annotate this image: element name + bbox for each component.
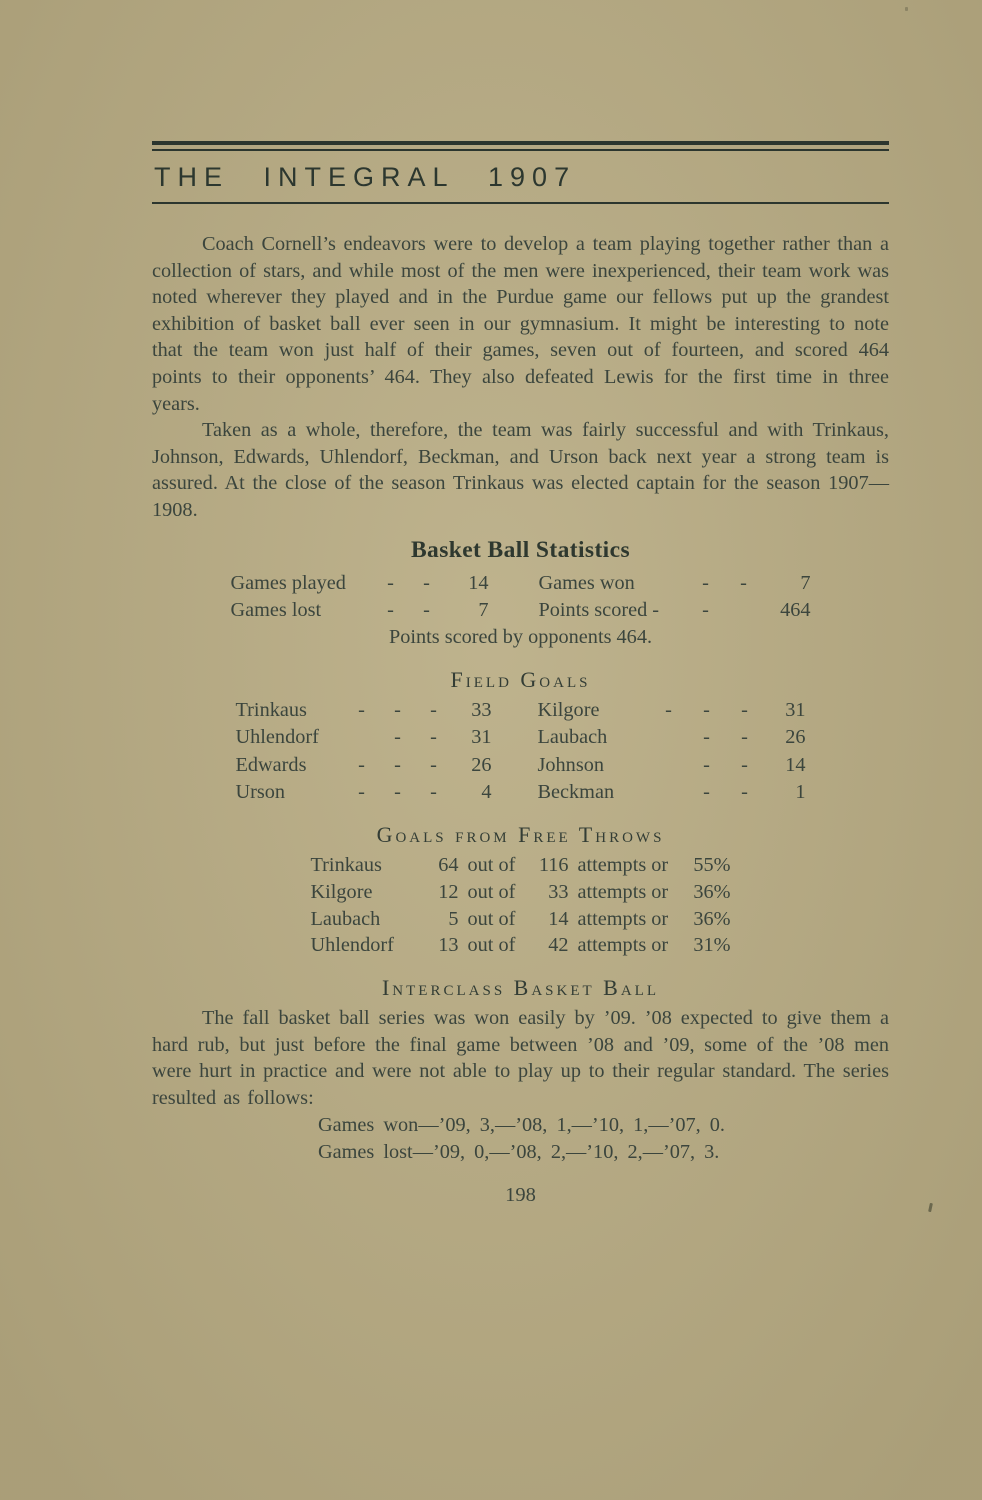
- player-name: Johnson: [537, 753, 604, 776]
- percentage-value: 55%: [693, 853, 731, 876]
- made-value: 5: [448, 907, 459, 930]
- attempts-value: 14: [548, 907, 569, 930]
- free-throws-row: [311, 879, 731, 906]
- leader-dash: -: [703, 780, 710, 803]
- stat-value: 7: [800, 571, 811, 594]
- paragraph-next-season: Taken as a whole, therefore, the team was fairly successful and with Trinkaus, Johnson, Edwards, Uhlendorf, Beckman, and Urson back next year a strong team is assured. At the close of the season Trinkaus was elected captain for the season 1907—1908.: [152, 419, 889, 521]
- leader-dash: -: [703, 699, 710, 722]
- stat-dash: -: [702, 571, 709, 594]
- leader-dash: -: [430, 726, 437, 749]
- stat-label: Points scored -: [538, 598, 660, 621]
- leader-dash: -: [703, 726, 710, 749]
- stat-dash: -: [740, 571, 747, 594]
- stat-dash: -: [423, 598, 430, 621]
- stat-dash: -: [702, 598, 709, 621]
- player-name: Laubach: [537, 726, 608, 749]
- leader-dash: -: [741, 726, 748, 749]
- leader-dash: -: [358, 699, 365, 722]
- page-title: THE INTEGRAL 1907: [154, 162, 577, 192]
- leader-dash: -: [358, 753, 365, 776]
- paragraph-season-summary: Coach Cornell’s endeavors were to develop a team playing together rather than a collection of stars, and while most of the men were inexperienced, their team work was noted wherever they played and in the Purdue game our fellows put up the grandest exhibition of basket ball ever seen in our gymnasium. It might be interesting to note that the team won just half of their games, seven out of fourteen, and scored 464 points to their opponents’ 464. They also defeated Lewis for the first time in three years.: [152, 233, 889, 415]
- free-throws-heading: Goals from Free Throws: [376, 821, 665, 847]
- goals-value: 31: [785, 699, 806, 722]
- leader-dash: [650, 752, 688, 779]
- goals-value: 26: [471, 753, 492, 776]
- stat-dash: [725, 597, 763, 624]
- goals-value: 26: [785, 726, 806, 749]
- attempts-or-text: attempts or: [577, 880, 669, 903]
- column-gap: [492, 724, 538, 751]
- player-name: Beckman: [537, 780, 615, 803]
- column-gap: [489, 570, 539, 597]
- leader-dash: -: [430, 753, 437, 776]
- field-goals-row: [236, 724, 806, 751]
- free-throws-table: [311, 852, 731, 959]
- percentage-value: 36%: [693, 907, 731, 930]
- player-name: Trinkaus: [235, 699, 307, 722]
- statistics-table: [231, 570, 811, 625]
- goals-value: 31: [471, 726, 492, 749]
- field-goals-row: [236, 752, 806, 779]
- field-goals-row: [236, 779, 806, 806]
- out-of-text: out of: [467, 934, 516, 957]
- attempts-or-text: attempts or: [577, 853, 669, 876]
- paragraph-interclass: The fall basket ball series was won easily by ’09. ’08 expected to give them a hard rub, but just before the final game between ’08 and ’09, some of the ’08 men were hurt in practice and were not able to play up to their regular standard. The series resulted as follows:: [152, 1007, 889, 1109]
- statistics-row: [231, 597, 811, 624]
- leader-dash: [650, 724, 688, 751]
- column-gap: [489, 597, 539, 624]
- player-name: Uhlendorf: [310, 934, 394, 957]
- player-name: Edwards: [235, 753, 307, 776]
- scan-speck: [928, 1203, 933, 1212]
- stat-dash: -: [387, 598, 394, 621]
- free-throws-row: [311, 852, 731, 879]
- column-gap: [492, 752, 538, 779]
- stat-label: Games lost: [230, 598, 322, 621]
- page-content: [152, 231, 889, 1166]
- attempts-or-text: attempts or: [577, 907, 669, 930]
- stat-dash: -: [423, 571, 430, 594]
- attempts-or-text: attempts or: [577, 934, 669, 957]
- leader-dash: [344, 724, 380, 751]
- page-number: 198: [505, 1184, 536, 1206]
- leader-dash: -: [394, 780, 401, 803]
- out-of-text: out of: [467, 880, 516, 903]
- opponents-points-line: Points scored by opponents 464.: [388, 626, 653, 649]
- statistics-heading: Basket Ball Statistics: [410, 536, 630, 563]
- header-rule-bottom: [152, 202, 889, 204]
- header-rule-top: [152, 141, 889, 145]
- goals-value: 14: [785, 753, 806, 776]
- percentage-value: 36%: [693, 880, 731, 903]
- stat-value: 7: [478, 598, 489, 621]
- made-value: 12: [438, 880, 459, 903]
- column-gap: [492, 779, 538, 806]
- games-lost-line: Games lost—’09, 0,—’08, 2,—’10, 2,—’07, 3.: [318, 1140, 720, 1163]
- made-value: 64: [438, 853, 459, 876]
- column-gap: [492, 697, 538, 724]
- leader-dash: -: [703, 753, 710, 776]
- player-name: Kilgore: [537, 699, 600, 722]
- goals-value: 4: [481, 780, 492, 803]
- player-name: Kilgore: [310, 880, 373, 903]
- leader-dash: -: [430, 780, 437, 803]
- leader-dash: -: [394, 753, 401, 776]
- leader-dash: -: [394, 726, 401, 749]
- out-of-text: out of: [467, 907, 516, 930]
- made-value: 13: [438, 934, 459, 957]
- free-throws-row: [311, 932, 731, 959]
- player-name: Laubach: [310, 907, 381, 930]
- attempts-value: 33: [548, 880, 569, 903]
- leader-dash: -: [741, 780, 748, 803]
- field-goals-heading: Field Goals: [450, 667, 591, 693]
- attempts-value: 116: [538, 853, 569, 876]
- goals-value: 1: [795, 780, 806, 803]
- stat-dash: -: [387, 571, 394, 594]
- percentage-value: 31%: [693, 934, 731, 957]
- leader-dash: -: [394, 699, 401, 722]
- leader-dash: -: [358, 780, 365, 803]
- header-rule-second: [152, 149, 889, 151]
- field-goals-row: [236, 697, 806, 724]
- leader-dash: -: [741, 753, 748, 776]
- stat-value: 14: [468, 571, 489, 594]
- out-of-text: out of: [467, 853, 516, 876]
- stat-label: Games played: [230, 571, 346, 594]
- player-name: Trinkaus: [310, 853, 382, 876]
- page-header: [152, 141, 889, 204]
- stat-label: Games won: [538, 571, 635, 594]
- field-goals-table: [236, 697, 806, 806]
- goals-value: 33: [471, 699, 492, 722]
- attempts-value: 42: [548, 934, 569, 957]
- free-throws-row: [311, 906, 731, 933]
- leader-dash: -: [665, 699, 672, 722]
- player-name: Urson: [235, 780, 286, 803]
- leader-dash: [650, 779, 688, 806]
- scan-speck: [905, 7, 908, 11]
- stat-value: 464: [780, 598, 811, 621]
- games-won-line: Games won—’09, 3,—’08, 1,—’10, 1,—’07, 0.: [318, 1113, 725, 1136]
- player-name: Uhlendorf: [235, 726, 319, 749]
- statistics-row: [231, 570, 811, 597]
- leader-dash: -: [430, 699, 437, 722]
- interclass-heading: Interclass Basket Ball: [381, 975, 659, 1001]
- leader-dash: -: [741, 699, 748, 722]
